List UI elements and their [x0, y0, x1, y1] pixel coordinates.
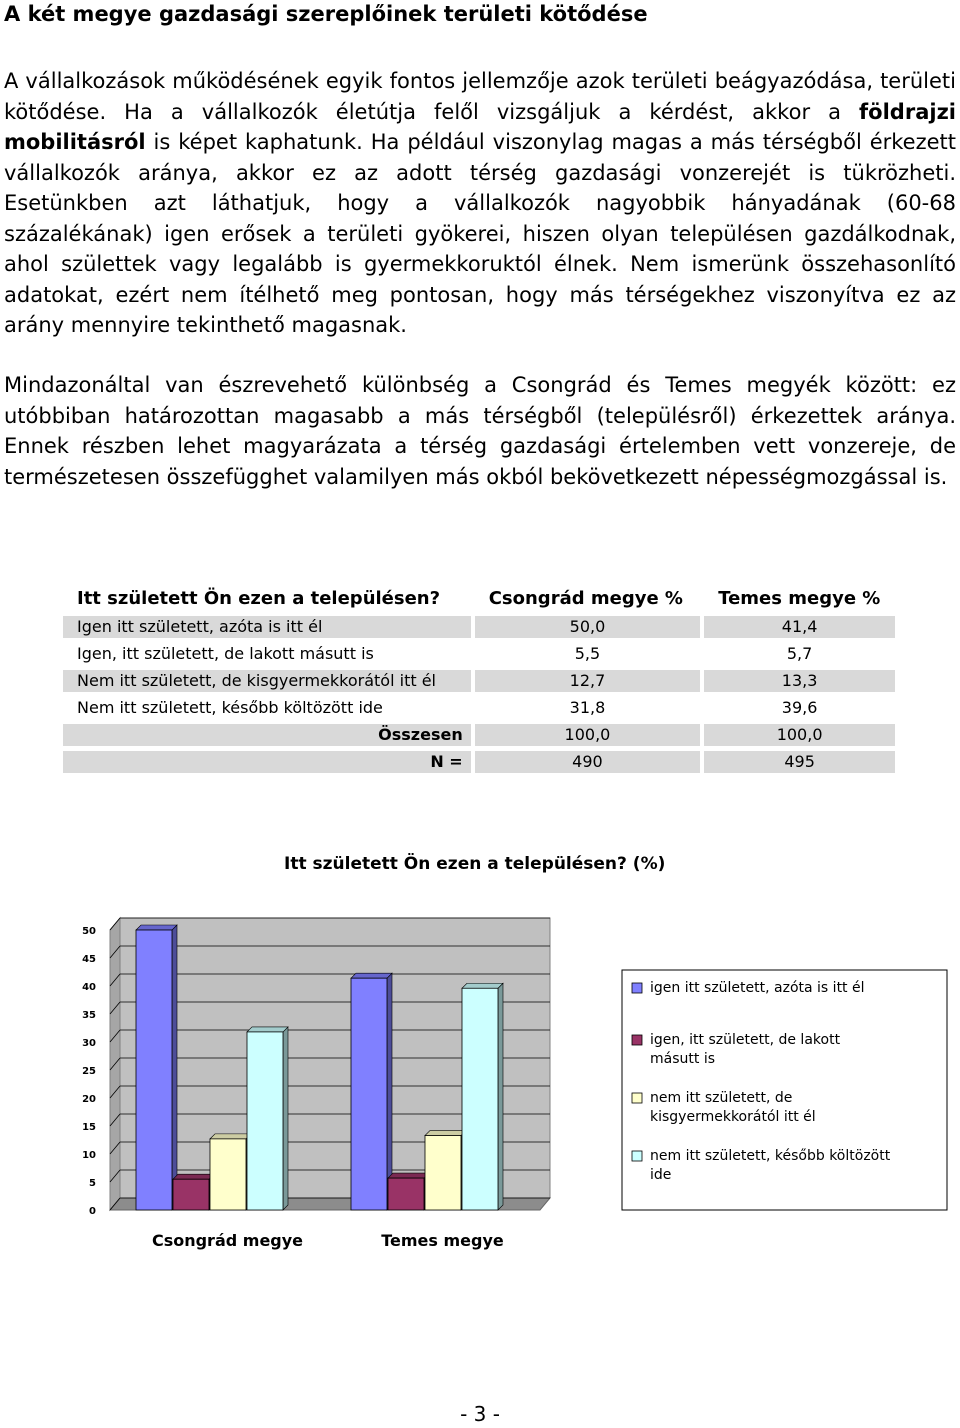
table-row: [63, 616, 895, 638]
chart-legend-label-line: igen itt született, azóta is itt él: [650, 980, 865, 996]
chart-bar: [247, 1032, 283, 1210]
paragraph-1-text-b: is képet kaphatunk. Ha például viszonylag magas a más térségből érkezett vállalkozók aránya, akkor ez az adott térség gazdasági vonzerejét is tükrözheti. Esetünkben azt láthatjuk, hogy a vállalkozók nagyobbik hányadának (60-68 százalékának) igen erősek a területi gyökerei, hiszen olyan településen gazdálkodnak, ahol születtek vagy legalább is gyermekkoruktól élnek. Nem ismerünk összehasonlító adatokat, ezért nem ítélhető meg pontosan, hogy más térségekhez viszonyítva ez az arány mennyire tekinthető magasnak.: [4, 130, 956, 337]
table-header-cell: Temes megye %: [700, 587, 895, 611]
chart-legend: [622, 970, 947, 1210]
chart-legend-label-line: igen, itt született, de lakott: [650, 1032, 841, 1048]
chart-y-tick-label: 25: [82, 1066, 96, 1077]
table-row: [63, 643, 895, 665]
table-cell-label: Nem itt született, de kisgyermekkorától itt él: [63, 670, 471, 692]
paragraph-1: [4, 66, 956, 341]
chart-bar-side: [172, 925, 177, 1210]
chart-bar-top: [351, 973, 392, 978]
chart-bar-side: [498, 983, 503, 1210]
chart-y-tick-label: 45: [82, 954, 96, 965]
chart-bar: [210, 1139, 246, 1210]
bar-chart: [60, 835, 960, 1265]
table-cell-value: 41,4: [700, 616, 895, 638]
section-heading: A két megye gazdasági szereplőinek területi kötődése: [4, 2, 648, 26]
chart-bar-top: [388, 1173, 429, 1178]
chart-legend-label-line: ide: [650, 1167, 672, 1183]
table-n-label: N =: [63, 751, 471, 773]
chart-bar: [462, 988, 498, 1210]
chart-legend-label-line: nem itt született, később költözött: [650, 1148, 891, 1164]
chart-legend-swatch: [632, 1035, 642, 1045]
table-row: [63, 670, 895, 692]
chart-legend-label: [650, 980, 865, 996]
table-cell-value: 100,0: [471, 724, 701, 746]
table-header-row: [63, 587, 895, 611]
table-cell-value: 5,5: [471, 643, 701, 665]
table-cell-label: Igen itt született, azóta is itt él: [63, 616, 471, 638]
table-cell-value: 5,7: [700, 643, 895, 665]
chart-bar-top: [136, 925, 177, 930]
paragraph-1-text-a: A vállalkozások működésének egyik fontos jellemzője azok területi beágyazódása, területi kötődése. Ha a vállalkozók életútja felől vizsgáljuk a kérdést, akkor a: [4, 69, 956, 124]
table-cell-value: 39,6: [700, 697, 895, 719]
chart-bar-top: [247, 1027, 288, 1032]
chart-y-tick-label: 35: [82, 1010, 96, 1021]
chart-x-tick-label: Csongrád megye: [151, 1231, 304, 1250]
table-cell-value: 12,7: [471, 670, 701, 692]
table-total-row: [63, 724, 895, 746]
chart-x-tick-label: Temes megye: [381, 1231, 504, 1250]
chart-y-tick-label: 30: [82, 1038, 96, 1049]
chart-legend-swatch: [632, 983, 642, 993]
table-cell-value: 495: [700, 751, 895, 773]
chart-bar: [136, 930, 172, 1210]
table-cell-value: 31,8: [471, 697, 701, 719]
page-number: - 3 -: [460, 1402, 500, 1426]
chart-y-tick-label: 20: [82, 1094, 96, 1105]
paragraph-2: Mindazonáltal van észrevehető különbség a Csongrád és Temes megyék között: ez utóbbiban határozottan magasabb a más térségből (településről) érkezettek aránya. Ennek részben lehet magyarázata a térség gazdasági értelemben vett vonzereje, de természetesen összefügghet valamilyen más okból bekövetkezett népességmozgással is.: [4, 373, 956, 489]
chart-bar-top: [173, 1174, 214, 1179]
chart-bar: [388, 1178, 424, 1210]
chart-y-tick-label: 40: [82, 982, 96, 993]
chart-bar-side: [283, 1027, 288, 1210]
table-cell-value: 490: [471, 751, 701, 773]
table-cell-label: Nem itt született, később költözött ide: [77, 698, 383, 717]
chart-y-tick-label: 0: [89, 1206, 96, 1217]
chart-y-tick-label: 50: [82, 926, 96, 937]
table-row: [63, 697, 895, 719]
chart-bar-top: [425, 1131, 466, 1136]
chart-legend-label-line: nem itt született, de: [650, 1090, 793, 1106]
chart-bar-top: [210, 1134, 251, 1139]
chart-title: Itt született Ön ezen a településen? (%): [284, 854, 666, 874]
data-table: [63, 582, 895, 778]
chart-legend-label-line: másutt is: [650, 1051, 715, 1067]
table-cell-value: 100,0: [700, 724, 895, 746]
chart-bar: [425, 1136, 461, 1210]
chart-bar: [173, 1179, 209, 1210]
chart-plot-area: [82, 918, 550, 1250]
chart-legend-swatch: [632, 1093, 642, 1103]
chart-legend-swatch: [632, 1151, 642, 1161]
table-cell-value: 13,3: [700, 670, 895, 692]
table-cell-value: 50,0: [471, 616, 701, 638]
table-header-cell: Itt született Ön ezen a településen?: [63, 587, 471, 611]
table-total-label: Összesen: [63, 724, 471, 746]
table-n-row: [63, 751, 895, 773]
table-header-cell: Csongrád megye %: [471, 587, 701, 611]
paragraph-1-bold: földrajzi mobilitásról: [4, 99, 956, 154]
chart-legend-label-line: kisgyermekkorától itt él: [650, 1109, 816, 1125]
chart-y-tick-label: 10: [82, 1150, 96, 1161]
chart-bar-top: [462, 983, 503, 988]
chart-y-tick-label: 5: [89, 1178, 96, 1189]
chart-bar: [351, 978, 387, 1210]
table-cell-label: Igen, itt született, de lakott másutt is: [77, 644, 374, 663]
chart-y-tick-label: 15: [82, 1122, 96, 1133]
